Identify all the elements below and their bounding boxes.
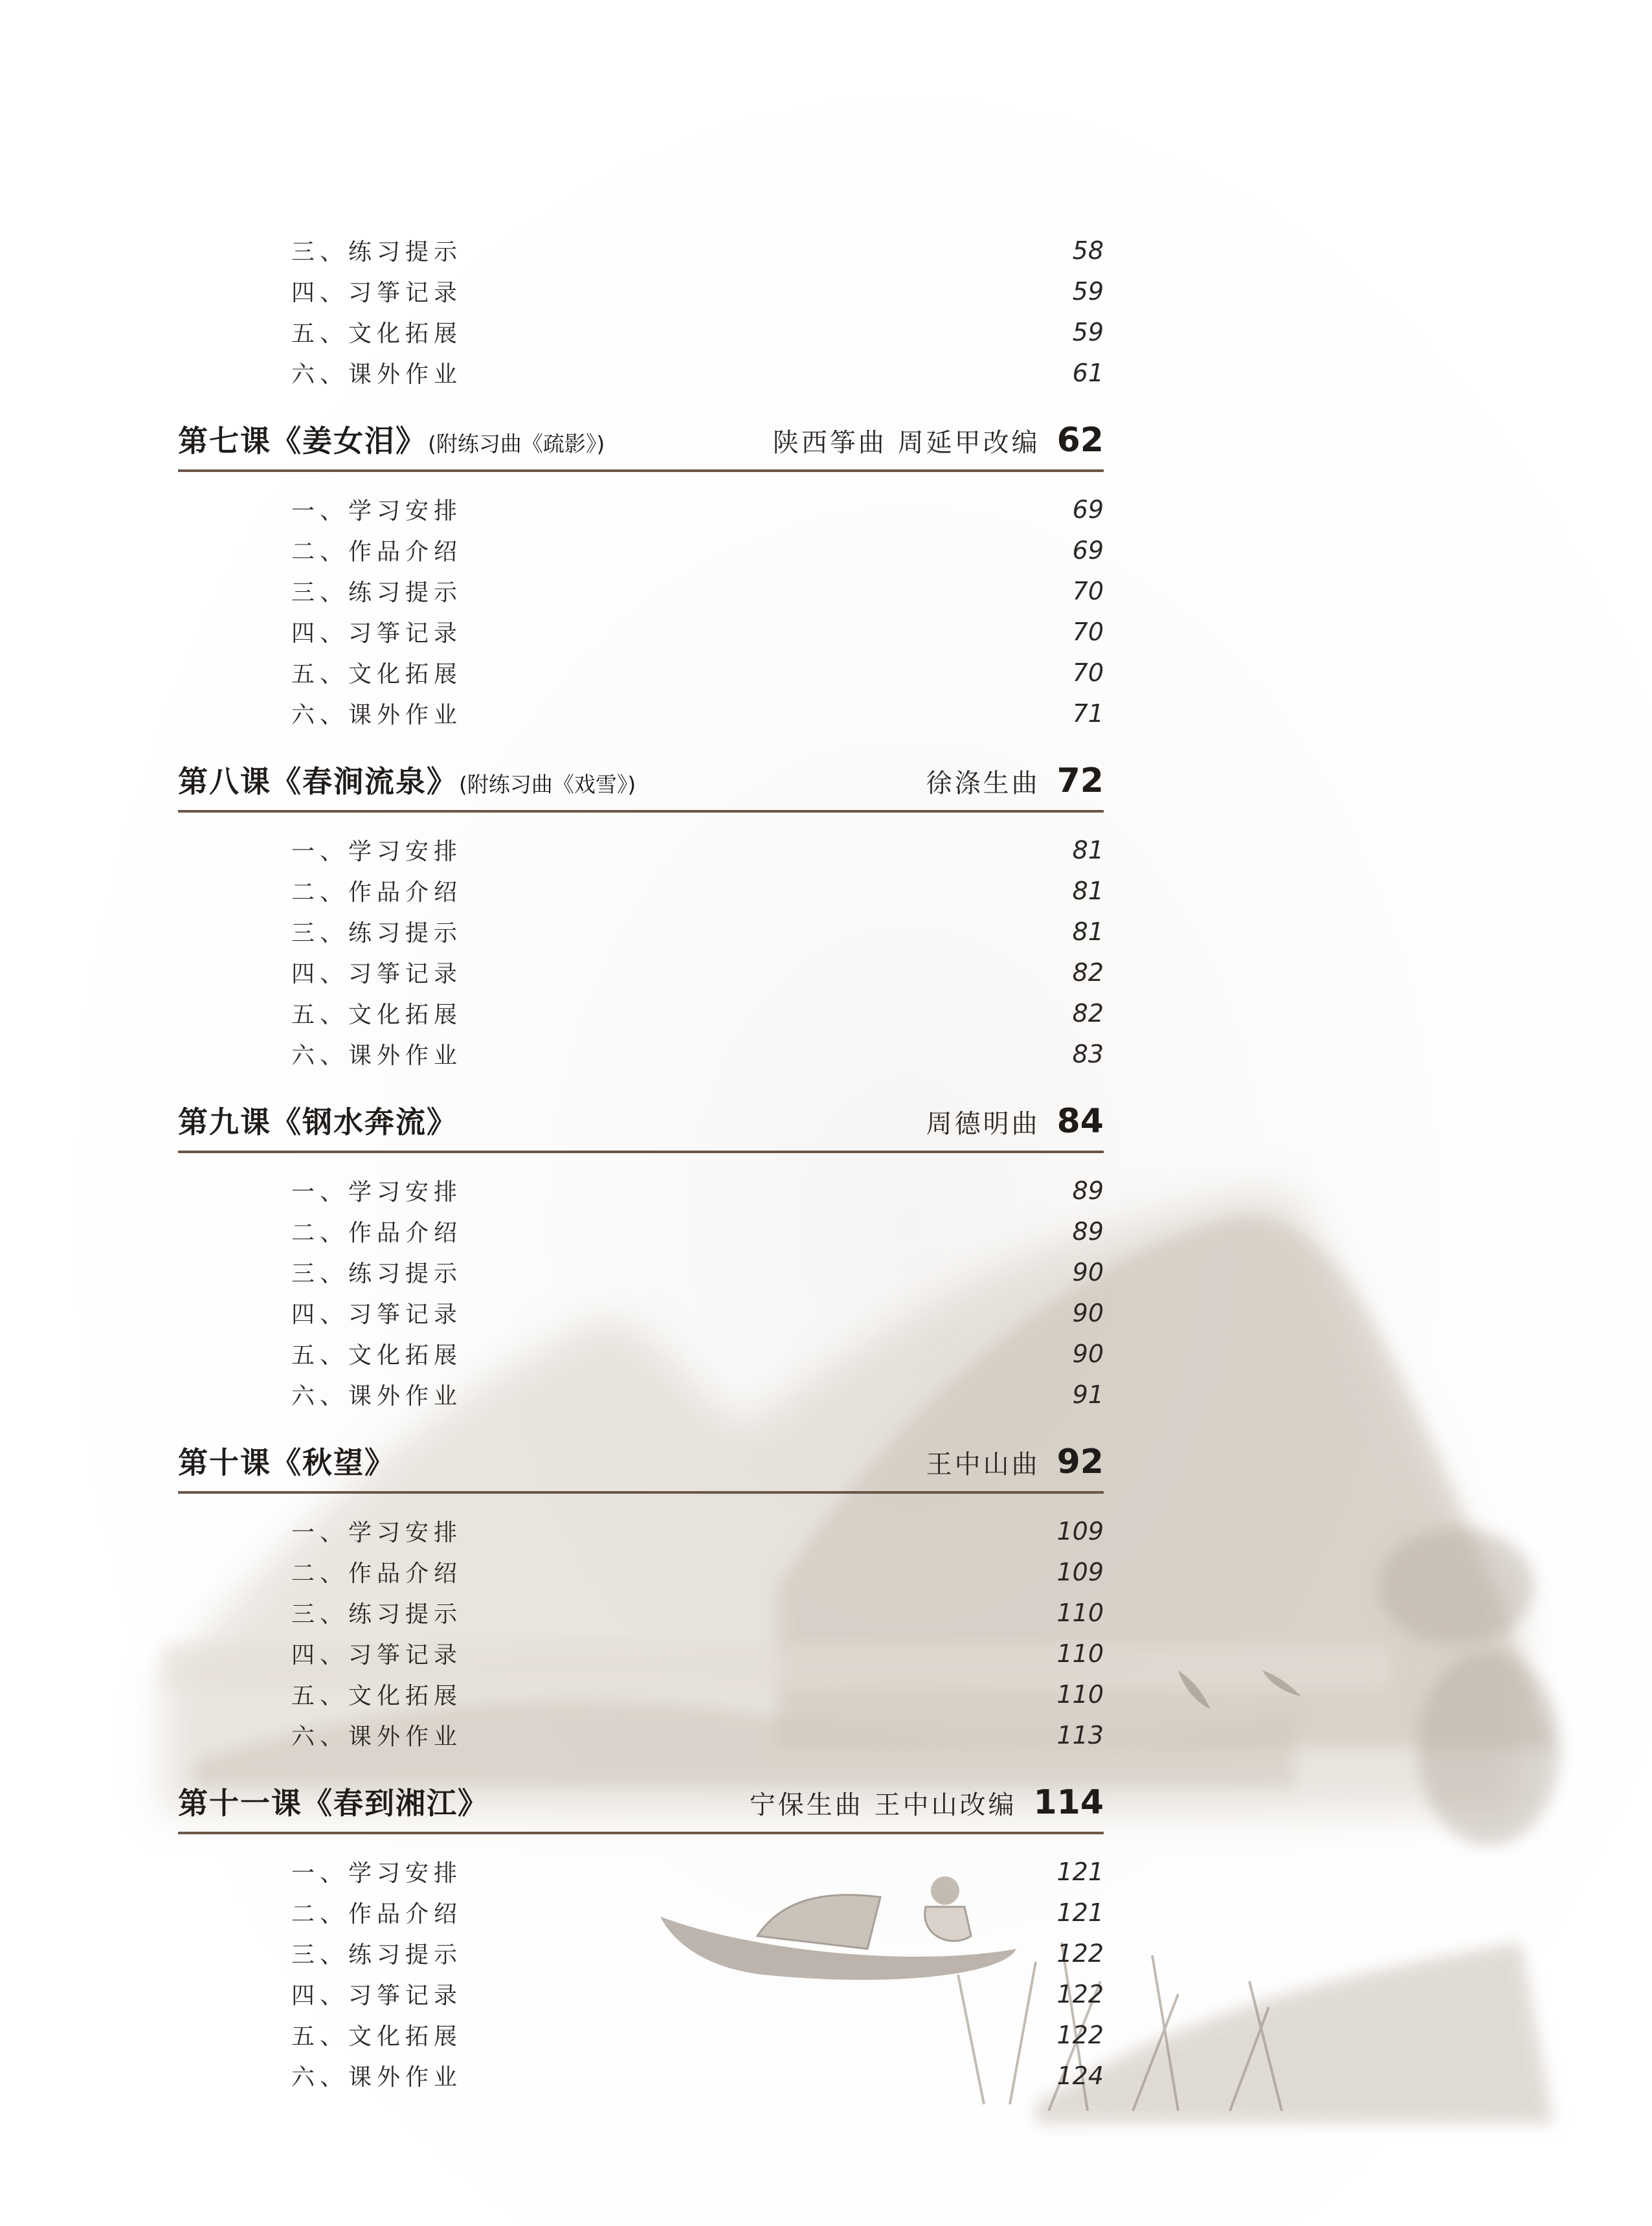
toc-entry-page: 81 [1072,917,1104,946]
toc-entry-label: 六、课外作业 [291,2064,463,2091]
lesson-title: 第十一课《春到湘江》 [178,1786,489,1821]
toc-entry[interactable] [178,829,1104,870]
toc-entry-label: 四、习筝记录 [291,1301,463,1328]
toc-entry-page: 109 [1056,1516,1104,1546]
toc-entry[interactable] [178,489,1104,530]
toc-entry-page: 90 [1072,1257,1104,1287]
toc-entry[interactable] [178,611,1104,652]
lesson-divider [178,1151,1104,1153]
toc-entry[interactable] [178,2014,1104,2055]
lesson-note: (附练习曲《戏雪》) [459,772,636,797]
lesson-title: 第九课《钢水奔流》 [178,1105,458,1140]
lesson-heading-row [178,1439,1104,1482]
toc-entry[interactable] [178,1851,1104,1892]
toc-entry-page: 58 [1072,236,1104,265]
lesson-list [178,393,1104,2096]
toc-entry-label: 六、课外作业 [291,1724,463,1750]
toc-entry-label: 三、练习提示 [291,920,463,947]
toc-entry-label: 六、课外作业 [291,1383,463,1410]
toc-entry[interactable] [178,652,1104,693]
toc-entry-label: 三、练习提示 [291,1601,463,1628]
lesson-page: 84 [1056,1102,1104,1141]
toc-entry-page: 110 [1056,1598,1104,1627]
toc-entry-page: 110 [1056,1639,1104,1668]
toc-entry[interactable] [178,1252,1104,1292]
toc-entry[interactable] [178,271,1104,311]
lesson-heading-row [178,758,1104,801]
toc-entry[interactable] [178,693,1104,734]
toc-entry-label: 五、文化拓展 [291,1342,463,1369]
toc-entry[interactable] [178,870,1104,911]
toc-entry-label: 三、练习提示 [291,579,463,606]
lesson-heading[interactable] [178,393,1104,489]
toc-entry-page: 70 [1072,576,1104,605]
toc-entry-page: 59 [1072,276,1104,306]
toc-entry-label: 五、文化拓展 [291,320,463,347]
toc-entry-page: 59 [1072,317,1104,346]
lesson-page: 72 [1056,761,1104,800]
toc-entry-page: 69 [1072,535,1104,565]
lesson-divider [178,810,1104,813]
lesson-meta [926,1443,1104,1481]
toc-entry[interactable] [178,1674,1104,1714]
toc-entry[interactable] [178,352,1104,393]
table-of-contents [178,223,1104,2096]
toc-entry[interactable] [178,1551,1104,1592]
lesson-title-group [178,418,605,460]
toc-entry-label: 一、学习安排 [291,838,463,865]
toc-entry-page: 81 [1072,835,1104,864]
toc-entry[interactable] [178,311,1104,352]
toc-entry[interactable] [178,1033,1104,1074]
toc-entry-label: 一、学习安排 [291,498,463,524]
toc-entry[interactable] [178,1933,1104,1973]
toc-entry-page: 89 [1072,1176,1104,1205]
lesson-page: 62 [1056,421,1104,460]
toc-entry[interactable] [178,530,1104,570]
toc-entry-label: 三、练习提示 [291,1942,463,1968]
toc-entry[interactable] [178,2055,1104,2096]
toc-entry-page: 70 [1072,617,1104,646]
toc-entry-label: 一、学习安排 [291,1179,463,1206]
lesson-title: 第八课《春涧流泉》 [178,764,458,799]
toc-entry[interactable] [178,1511,1104,1551]
toc-entry-label: 四、习筝记录 [291,620,463,647]
lesson-divider [178,1832,1104,1834]
toc-entry[interactable] [178,1714,1104,1755]
toc-entry-label: 三、练习提示 [291,239,463,265]
toc-entry-label: 六、课外作业 [291,1042,463,1069]
toc-entry-page: 82 [1072,958,1104,987]
toc-entry[interactable] [178,952,1104,993]
toc-entry-label: 五、文化拓展 [291,1683,463,1709]
lesson-composer: 王中山曲 [926,1450,1040,1479]
toc-entry-label: 四、习筝记录 [291,280,463,306]
toc-entry-page: 82 [1072,998,1104,1028]
toc-entry-page: 90 [1072,1339,1104,1368]
toc-entry[interactable] [178,1592,1104,1633]
lesson-divider [178,469,1104,472]
lesson-heading[interactable] [178,1415,1104,1511]
toc-entry-page: 90 [1072,1298,1104,1327]
toc-entry-label: 二、作品介绍 [291,1220,463,1246]
toc-entry-page: 110 [1056,1680,1104,1709]
toc-entry[interactable] [178,1170,1104,1211]
toc-entry-page: 69 [1072,495,1104,524]
toc-entry-label: 三、练习提示 [291,1261,463,1287]
toc-entry-page: 121 [1056,1898,1104,1927]
toc-entry[interactable] [178,1333,1104,1374]
toc-entry-page: 109 [1056,1557,1104,1586]
lesson-heading-row [178,418,1104,460]
toc-entry[interactable] [178,911,1104,952]
toc-entry-label: 六、课外作业 [291,702,463,728]
toc-entry-label: 二、作品介绍 [291,1560,463,1587]
lesson-heading-row [178,1099,1104,1141]
toc-entry-page: 122 [1056,1979,1104,2008]
toc-entry-label: 二、作品介绍 [291,539,463,565]
lesson-title-group [178,1780,489,1823]
toc-entry-label: 五、文化拓展 [291,661,463,688]
lesson-note: (附练习曲《疏影》) [428,431,605,456]
toc-entry-label: 一、学习安排 [291,1520,463,1546]
lesson-heading[interactable] [178,1755,1104,1851]
lesson-composer: 徐涤生曲 [926,769,1040,798]
toc-entry-page: 91 [1072,1380,1104,1409]
toc-entry-page: 81 [1072,876,1104,905]
toc-entry-page: 83 [1072,1039,1104,1068]
toc-entry-label: 四、习筝记录 [291,1642,463,1669]
toc-entry-page: 124 [1056,2061,1104,2090]
lesson-page: 92 [1056,1443,1104,1481]
toc-entry-page: 113 [1056,1720,1104,1749]
lesson-meta [926,761,1104,800]
lesson-title-group [178,758,636,801]
toc-entry[interactable] [178,993,1104,1033]
toc-entry-page: 89 [1072,1217,1104,1246]
toc-entry-label: 五、文化拓展 [291,1002,463,1028]
toc-entry[interactable] [178,1374,1104,1415]
sub-list [178,230,1104,393]
lesson-title-group [178,1099,458,1141]
toc-entry-page: 71 [1072,699,1104,728]
lesson-composer: 宁保生曲 王中山改编 [749,1790,1017,1820]
lesson-title-group [178,1439,396,1482]
lesson-meta [926,1102,1104,1141]
toc-entry[interactable] [178,1292,1104,1333]
toc-entry-label: 二、作品介绍 [291,1901,463,1928]
toc-entry-label: 五、文化拓展 [291,2023,463,2050]
toc-entry[interactable] [178,570,1104,611]
toc-entry-page: 121 [1056,1857,1104,1886]
lesson-title: 第七课《姜女泪》 [178,423,427,458]
toc-entry-page: 61 [1072,358,1104,387]
lesson-heading[interactable] [178,734,1104,829]
toc-entry[interactable] [178,1892,1104,1933]
toc-entry[interactable] [178,230,1104,271]
lesson-composer: 周德明曲 [926,1109,1040,1139]
toc-entry-page: 122 [1056,1939,1104,1968]
lesson-meta [773,421,1104,460]
toc-entry[interactable] [178,1633,1104,1674]
toc-entry-page: 70 [1072,658,1104,687]
lesson-heading-row [178,1780,1104,1823]
lesson-heading[interactable] [178,1074,1104,1170]
toc-entry-label: 六、课外作业 [291,361,463,388]
toc-entry-page: 122 [1056,2020,1104,2049]
toc-entry-label: 一、学习安排 [291,1860,463,1887]
lesson-divider [178,1491,1104,1494]
toc-entry-label: 二、作品介绍 [291,879,463,906]
lesson-title: 第十课《秋望》 [178,1445,396,1480]
lesson-page: 114 [1033,1783,1104,1822]
toc-entry[interactable] [178,1973,1104,2014]
toc-entry-label: 四、习筝记录 [291,1983,463,2009]
toc-entry-label: 四、习筝记录 [291,961,463,987]
toc-entry[interactable] [178,1211,1104,1252]
lesson-composer: 陕西筝曲 周延甲改编 [772,428,1040,458]
lesson-meta [750,1783,1104,1822]
